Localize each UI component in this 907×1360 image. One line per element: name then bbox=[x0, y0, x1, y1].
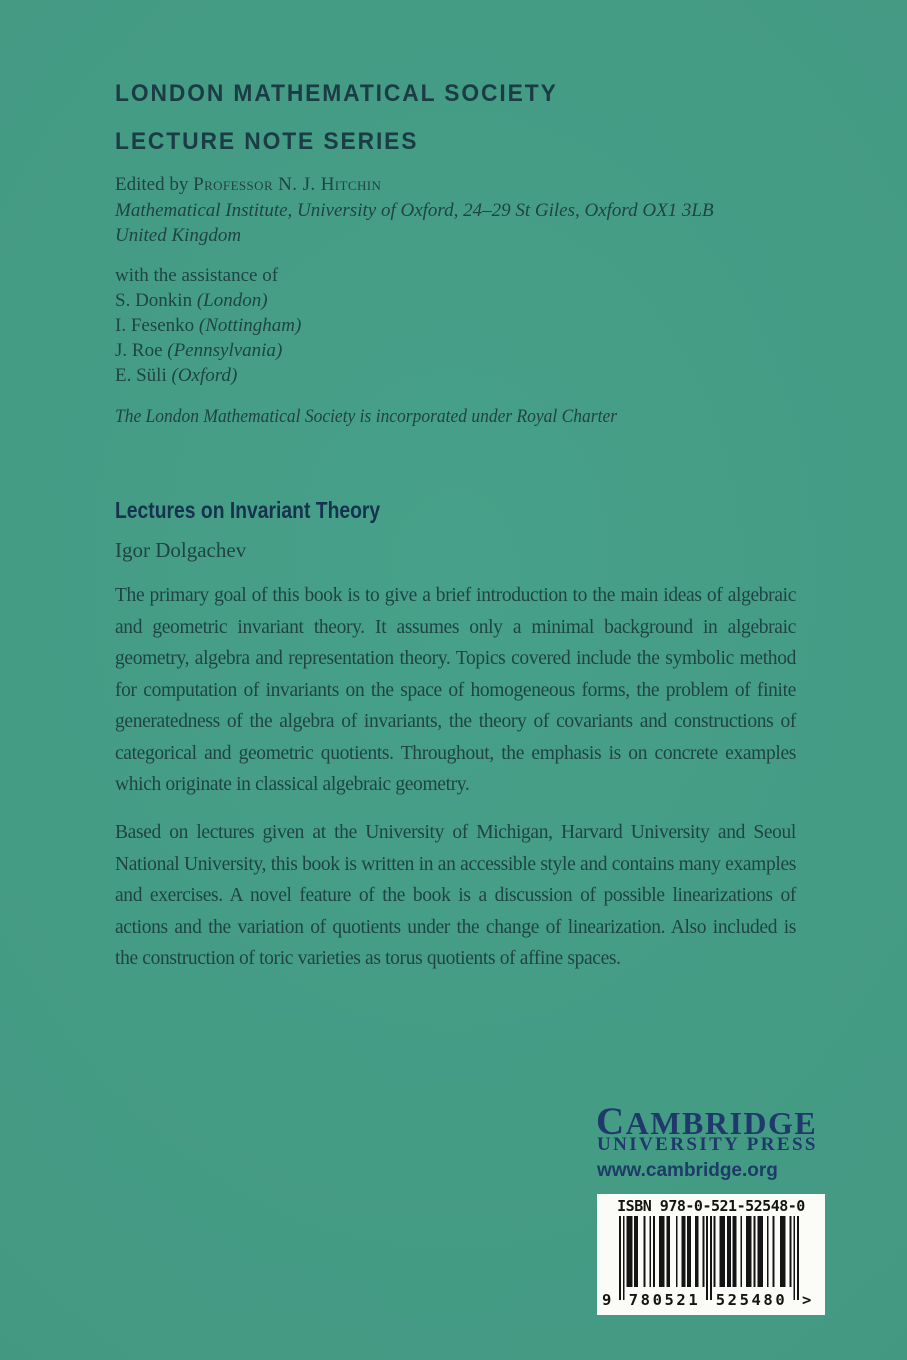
description-paragraph-2: Based on lectures given at the University of Michigan, Harvard University and Seoul National University, this book is written in an accessible style and contains many examples and exercises. A novel feature of the book is a discussion of possible linearizations of actions and the variation of quotients under the change of linearization. Also included is the construction of toric varieties as torus quotients of affine spaces. bbox=[115, 822, 796, 969]
cambridge-wordmark: CAMBRIDGE bbox=[596, 1100, 818, 1143]
book-author: Igor Dolgachev bbox=[115, 538, 247, 562]
editor-address-line2: United Kingdom bbox=[115, 225, 242, 246]
assistance-section bbox=[115, 263, 301, 388]
assistant-editor-row bbox=[115, 363, 301, 388]
series-title-line1: LONDON MATHEMATICAL SOCIETY bbox=[115, 80, 558, 107]
barcode-digits-group2: 525480 bbox=[715, 1291, 788, 1309]
series-title-line2: LECTURE NOTE SERIES bbox=[115, 128, 419, 155]
assistant-editor-name: J. Roe bbox=[115, 340, 163, 361]
assistance-intro: with the assistance of bbox=[115, 265, 279, 286]
isbn-label: ISBN 978-0-521-52548-0 bbox=[617, 1197, 805, 1215]
assistant-editor-name: I. Fesenko bbox=[115, 315, 195, 336]
barcode-bars bbox=[597, 1216, 825, 1302]
edited-by-prefix: Edited by bbox=[115, 174, 194, 195]
assistant-editor-row bbox=[115, 338, 301, 363]
assistant-editor-affiliation: ( Pennsylvania ) bbox=[167, 340, 282, 361]
assistant-editor-affiliation: ( Oxford ) bbox=[171, 365, 237, 386]
editor-address-line1: Mathematical Institute, University of Oxford, 24–29 St Giles, Oxford OX1 3LB bbox=[115, 199, 714, 221]
barcode-chevron: > bbox=[802, 1291, 812, 1309]
assistant-editor-row bbox=[115, 288, 301, 313]
assistant-editor-name: E. Süli bbox=[115, 365, 167, 386]
editor-info bbox=[115, 172, 714, 249]
barcode-digits-group1: 780521 bbox=[628, 1291, 701, 1309]
charter-note: The London Mathematical Society is incorporated under Royal Charter bbox=[115, 406, 618, 427]
editor-name: Professor N. J. Hitchin bbox=[193, 174, 382, 195]
university-press-wordmark: UNIVERSITY PRESS bbox=[597, 1134, 818, 1155]
assistant-editor-name: S. Donkin bbox=[115, 290, 193, 311]
edited-by-line bbox=[115, 172, 714, 198]
assistant-editor-affiliation: ( Nottingham ) bbox=[199, 315, 301, 336]
assistant-editor-affiliation: ( London ) bbox=[197, 290, 268, 311]
isbn-barcode-panel bbox=[597, 1194, 825, 1315]
barcode-digit-left: 9 bbox=[602, 1291, 612, 1309]
description-paragraph-1: The primary goal of this book is to give a brief introduction to the main ideas of algebraic and geometric invariant theory. It assumes only a minimal background in algebraic geometry, algebra and representation theory. Topics covered include the symbolic method for computation of invariants on the space of homogeneous forms, the problem of finite generatedness of the algebra of invariants, the theory of covariants and constructions of categorical and geometric quotients. Throughout, the emphasis is on concrete examples which originate in classical algebraic geometry. bbox=[115, 585, 796, 795]
assistant-editor-row bbox=[115, 313, 301, 338]
book-title: Lectures on Invariant Theory bbox=[115, 497, 381, 523]
publisher-website: www.cambridge.org bbox=[597, 1160, 778, 1181]
